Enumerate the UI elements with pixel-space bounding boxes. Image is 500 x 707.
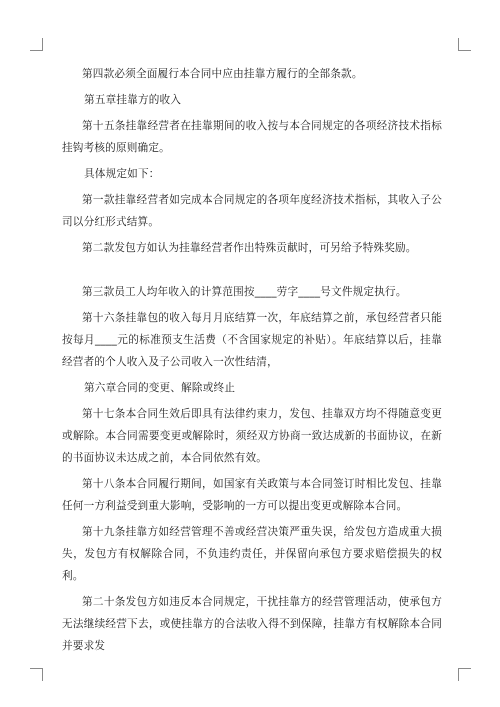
article-16-paragraph: 第十六条挂靠包的收入每月月底结算一次，年底结算之前，承包经营者只能按每月____元的标准预支生活费（不含国家规定的补贴）。年底结算以后，挂靠经营者的个人收入及子公司收入一次性结清， — [62, 312, 442, 368]
clause-2-paragraph: 第二款发包方如认为挂靠经营者作出特殊贡献时，可另给予特殊奖励。 — [82, 242, 417, 254]
chapter-5-heading: 第五章挂靠方的收入 — [84, 94, 182, 106]
crop-mark-bottom-right — [458, 668, 471, 681]
clause-3-paragraph: 第三款员工人均年收入的计算范围按____劳字____号文件规定执行。 — [82, 286, 407, 298]
article-17-paragraph: 第十七条本合同生效后即具有法律约束力，发包、挂靠双方均不得随意变更或解除。本合同需要变更或解除时，须经双方协商一致达成新的书面协议，在新的书面协议未达成之前，本合同依然有效。 — [62, 408, 442, 464]
crop-mark-top-left — [30, 38, 43, 51]
article-19-paragraph: 第十九条挂靠方如经营管理不善或经营决策严重失误，给发包方造成重大损失，发包方有权解除合同，不负违约责任，并保留向承包方要求赔偿损失的权利。 — [62, 526, 442, 582]
clause-4-paragraph: 第四款必须全面履行本合同中应由挂靠方履行的全部条款。 — [82, 68, 363, 80]
article-18-paragraph: 第十八条本合同履行期间，如国家有关政策与本合同签订时相比发包、挂靠任何一方利益受到重大影响，受影响的一方可以提出变更或解除本合同。 — [62, 478, 442, 512]
clause-1-paragraph: 第一款挂靠经营者如完成本合同规定的各项年度经济技术指标，其收入子公司以分红形式结算。 — [62, 194, 442, 228]
article-20-paragraph: 第二十条发包方如违反本合同规定，干扰挂靠方的经营管理活动，使承包方无法继续经营下去，或使挂靠方的合法收入得不到保障，挂靠方有权解除本合同并要求发 — [62, 596, 442, 652]
document-body — [62, 63, 442, 661]
crop-mark-bottom-left — [30, 668, 43, 681]
chapter-6-heading: 第六章合同的变更、解除或终止 — [84, 382, 236, 394]
specific-rules-label: 具体规定如下： — [84, 168, 160, 180]
crop-mark-top-right — [458, 38, 471, 51]
article-15-paragraph: 第十五条挂靠经营者在挂靠期间的收入按与本合同规定的各项经济技术指标挂钩考核的原则确定。 — [62, 120, 442, 154]
